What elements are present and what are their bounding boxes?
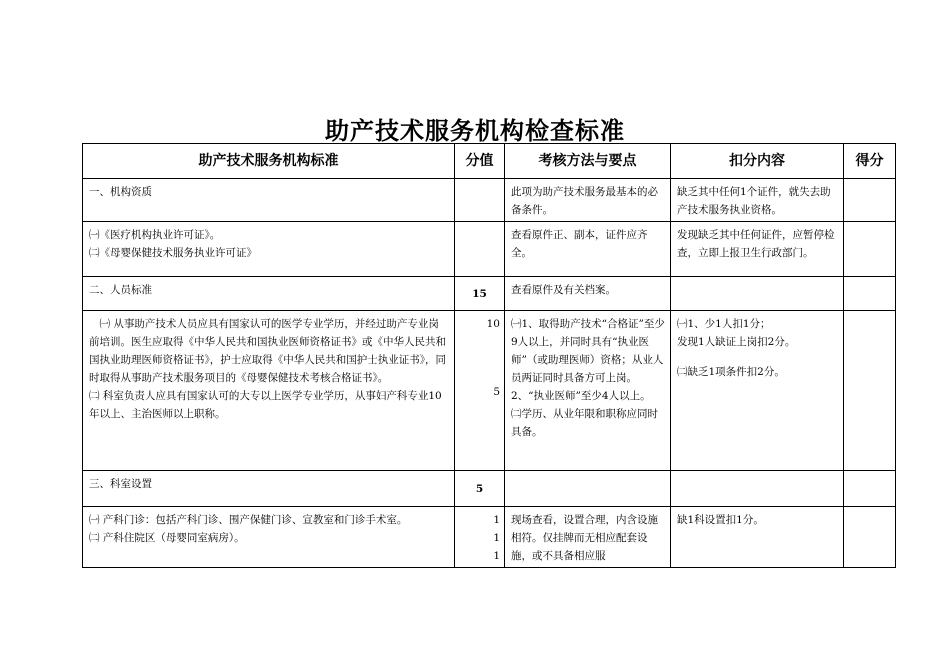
deduction-text: ㈡缺乏1项条件扣2分。 [677,366,785,378]
method-text: 查看原件正、副本，证件应齐全。 [511,229,648,259]
method-text: ㈠1、取得助产技术“合格证”至少9人以上，并同时具有“执业医师”（或助理医师）资格；从业人员两证同时具备方可上岗。 2、“执业医师”至少4人以上。 ㈡学历、从业年限和职称应同时具备。 [511,318,665,438]
deduction-cell [671,277,844,311]
deduction-cell [671,311,844,471]
header-method: 考核方法与要点 [505,144,671,179]
deduction-cell [671,222,844,277]
deduction-text: 发现缺乏其中任何证件，应暂停检查，立即上报卫生行政部门。 [677,229,835,259]
header-result: 得分 [844,144,896,179]
result-text [844,179,895,185]
method-text: 此项为助产技术服务最基本的必备条件。 [511,186,658,216]
table-row [83,471,896,507]
header-standard: 助产技术服务机构标准 [83,144,455,179]
table-row [83,222,896,277]
standard-paragraph: ㈠ 从事助产技术人员应具有国家认可的医学专业学历，并经过助产专业岗前培训。医生应取得《中华人民共和国执业医师资格证书》或《中华人民共和国执业助理医师资格证书》，护士应取得《中华人民共和国护士执业证书》，同时取得从事助产技术服务项目的《母婴保健技术考核合格证书》。 [89,318,446,384]
standard-text: 二、人员标准 [89,284,152,296]
deduction-cell [671,179,844,222]
score-cell [455,471,505,507]
score-text: 5 [475,482,484,495]
table-header-row [83,144,896,179]
result-cell [844,311,896,471]
method-text [505,471,670,477]
inspection-standard-table [82,143,896,568]
standard-text: ㈠ 产科门诊：包括产科门诊、围产保健门诊、宣教室和门诊手术室。 ㈡ 产科住院区（母婴同室病房）。 [89,514,408,544]
result-cell [844,179,896,222]
score-cell [455,507,505,568]
result-text [844,311,895,317]
score-text: 10 [486,318,500,330]
result-text [844,277,895,283]
score-cell [455,179,505,222]
standard-text: 三、科室设置 [89,478,152,490]
standard-text: ㈠《医疗机构执业许可证》。 ㈡《母婴保健技术服务执业许可证》 [89,229,257,259]
deduction-text [671,277,843,283]
method-cell [505,222,671,277]
table-row [83,277,896,311]
table-row [83,507,896,568]
result-cell [844,471,896,507]
result-text [844,507,895,513]
standard-paragraph: ㈡ 科室负责人应具有国家认可的大专以上医学专业学历，从事妇产科专业10年以上、主治医师以上职称。 [89,390,442,420]
deduction-text: 缺乏其中任何1个证件，就失去助产技术服务执业资格。 [677,186,831,216]
standard-text: 一、机构资质 [89,186,152,198]
result-text [844,471,895,477]
result-text [844,222,895,228]
score-text: 15 [472,287,487,300]
standard-cell [83,311,455,471]
method-text: 查看原件及有关档案。 [511,284,616,296]
header-score: 分值 [455,144,505,179]
method-cell [505,311,671,471]
result-cell [844,222,896,277]
standard-cell [83,222,455,277]
table-row [83,311,896,471]
result-cell [844,507,896,568]
document-title: 助产技术服务机构检查标准 [325,117,625,145]
standard-cell [83,471,455,507]
standard-cell [83,179,455,222]
score-cell [455,311,505,471]
method-cell [505,471,671,507]
score-text [455,179,504,185]
score-cell [455,277,505,311]
header-deduction: 扣分内容 [671,144,844,179]
deduction-text [671,471,843,477]
method-cell [505,179,671,222]
standard-cell [83,277,455,311]
deduction-text: 缺1科设置扣1分。 [677,514,764,526]
result-cell [844,277,896,311]
score-cell [455,222,505,277]
method-cell [505,507,671,568]
deduction-cell [671,471,844,507]
score-text: 1 1 1 [493,514,500,562]
deduction-text: ㈠1、少1人扣1分； 发现1人缺证上岗扣2分。 [677,318,796,348]
score-text [455,222,504,228]
method-text: 现场查看，设置合理，内含设施相符。仅挂牌而无相应配套设施，或不具备相应服 [511,514,658,562]
method-cell [505,277,671,311]
deduction-cell [671,507,844,568]
standard-cell [83,507,455,568]
table-row [83,179,896,222]
score-text: 5 [493,386,500,398]
